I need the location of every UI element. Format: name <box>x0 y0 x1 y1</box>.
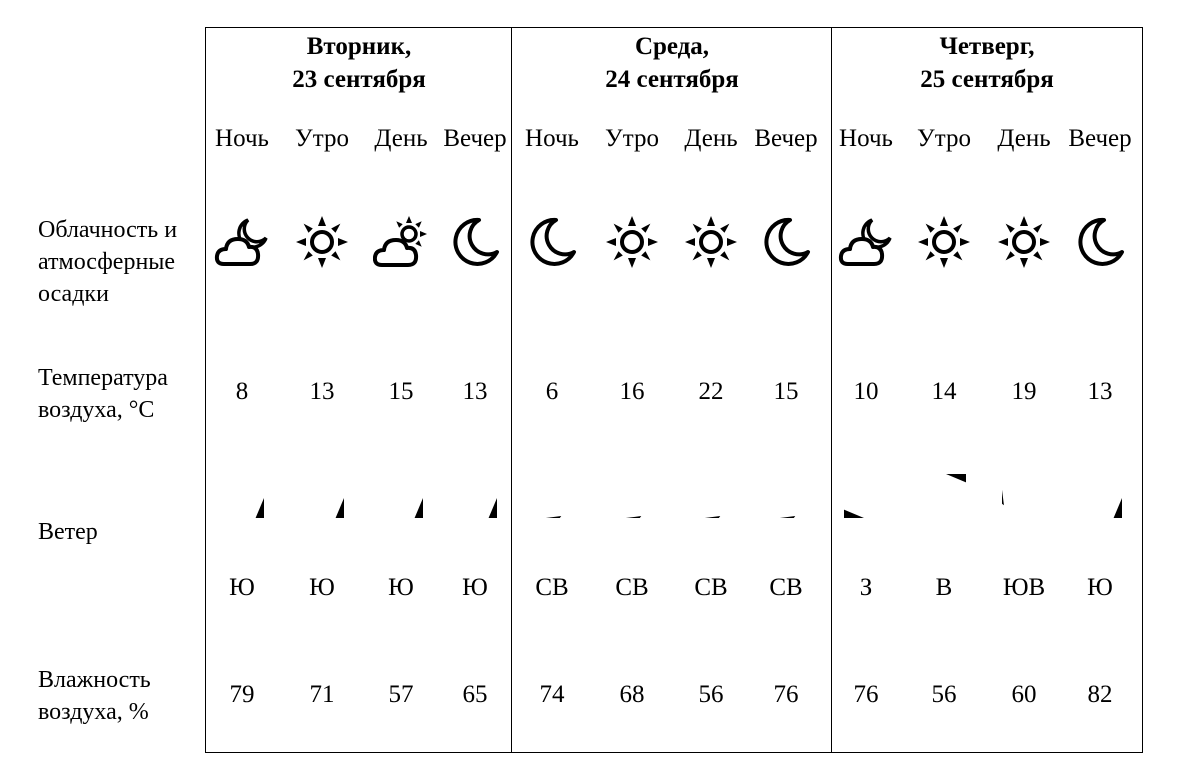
arrow-up-icon <box>453 474 497 518</box>
humidity-value: 82 <box>1087 681 1113 708</box>
sun-icon <box>916 214 972 270</box>
humidity-value: 56 <box>931 681 957 708</box>
day-header <box>828 30 1146 96</box>
wind-direction-label: Ю <box>462 574 488 601</box>
row-label-clouds <box>38 214 177 310</box>
moon-cloud-icon <box>838 214 894 270</box>
humidity-value: 60 <box>1011 681 1037 708</box>
day-weekday: Вторник, <box>306 33 412 60</box>
wind-direction-label: СВ <box>535 574 569 601</box>
humidity-value: 68 <box>619 681 645 708</box>
period-label: Вечер <box>1068 125 1132 152</box>
temperature-value: 19 <box>1011 378 1037 405</box>
temperature-value: 22 <box>698 378 724 405</box>
moon-icon <box>447 214 503 270</box>
wind-direction-label: СВ <box>694 574 728 601</box>
period-label: Утро <box>917 125 971 152</box>
wind-direction-label: СВ <box>615 574 649 601</box>
arrow-up-icon <box>220 474 264 518</box>
arrow-down-right-icon <box>1002 474 1046 518</box>
row-label-temperature <box>38 362 168 426</box>
moon-icon <box>1072 214 1128 270</box>
wind-direction-label: СВ <box>769 574 803 601</box>
sun-icon <box>996 214 1052 270</box>
day-header <box>200 30 518 96</box>
row-label-line: Температура <box>38 365 168 391</box>
row-label-line: Влажность <box>38 667 151 693</box>
temperature-value: 13 <box>462 378 488 405</box>
temperature-value: 13 <box>309 378 335 405</box>
row-label-line: Облачность и <box>38 217 178 243</box>
row-label-line: воздуха, °C <box>38 397 155 423</box>
day-weekday: Среда, <box>634 33 710 60</box>
temperature-value: 16 <box>619 378 645 405</box>
period-label: Ночь <box>525 125 579 152</box>
moon-icon <box>758 214 814 270</box>
day-date: 23 сентября <box>292 66 426 93</box>
humidity-value: 74 <box>539 681 565 708</box>
sun-icon <box>294 214 350 270</box>
temperature-value: 15 <box>388 378 414 405</box>
row-label-line: атмосферные <box>38 249 176 275</box>
humidity-value: 71 <box>309 681 335 708</box>
wind-direction-label: Ю <box>309 574 335 601</box>
wind-direction-label: Ю <box>388 574 414 601</box>
arrow-left-icon <box>922 474 966 518</box>
humidity-value: 56 <box>698 681 724 708</box>
sun-icon <box>683 214 739 270</box>
arrow-up-right-icon <box>530 474 574 518</box>
table-top-border <box>205 27 1143 28</box>
arrow-up-icon <box>1078 474 1122 518</box>
period-label: Вечер <box>443 125 507 152</box>
temperature-value: 15 <box>773 378 799 405</box>
temperature-value: 13 <box>1087 378 1113 405</box>
arrow-up-right-icon <box>764 474 808 518</box>
table-bottom-border <box>205 752 1143 753</box>
wind-direction-label: З <box>859 574 873 601</box>
sun-icon <box>604 214 660 270</box>
arrow-up-icon <box>379 474 423 518</box>
sun-cloud-icon <box>373 214 429 270</box>
period-label: Вечер <box>754 125 818 152</box>
period-label: Утро <box>605 125 659 152</box>
period-label: День <box>684 125 738 152</box>
period-label: День <box>997 125 1051 152</box>
arrow-up-right-icon <box>689 474 733 518</box>
row-label-humidity <box>38 664 151 728</box>
temperature-value: 10 <box>853 378 879 405</box>
arrow-up-icon <box>300 474 344 518</box>
day-weekday: Четверг, <box>939 33 1035 60</box>
moon-icon <box>524 214 580 270</box>
row-label-line: осадки <box>38 281 109 307</box>
arrow-up-right-icon <box>610 474 654 518</box>
temperature-value: 14 <box>931 378 957 405</box>
period-label: Ночь <box>215 125 269 152</box>
period-label: Утро <box>295 125 349 152</box>
humidity-value: 76 <box>773 681 799 708</box>
arrow-right-icon <box>844 474 888 518</box>
wind-direction-label: ЮВ <box>1002 574 1046 601</box>
day-date: 25 сентября <box>920 66 1054 93</box>
row-label-line: воздуха, % <box>38 699 149 725</box>
period-label: Ночь <box>839 125 893 152</box>
temperature-value: 8 <box>235 378 249 405</box>
humidity-value: 76 <box>853 681 879 708</box>
row-label-wind: Ветер <box>38 519 98 545</box>
wind-direction-label: Ю <box>1087 574 1113 601</box>
day-header <box>513 30 831 96</box>
moon-cloud-icon <box>214 214 270 270</box>
temperature-value: 6 <box>545 378 559 405</box>
wind-direction-label: В <box>935 574 953 601</box>
humidity-value: 57 <box>388 681 414 708</box>
period-label: День <box>374 125 428 152</box>
humidity-value: 79 <box>229 681 255 708</box>
day-date: 24 сентября <box>605 66 739 93</box>
humidity-value: 65 <box>462 681 488 708</box>
wind-direction-label: Ю <box>229 574 255 601</box>
